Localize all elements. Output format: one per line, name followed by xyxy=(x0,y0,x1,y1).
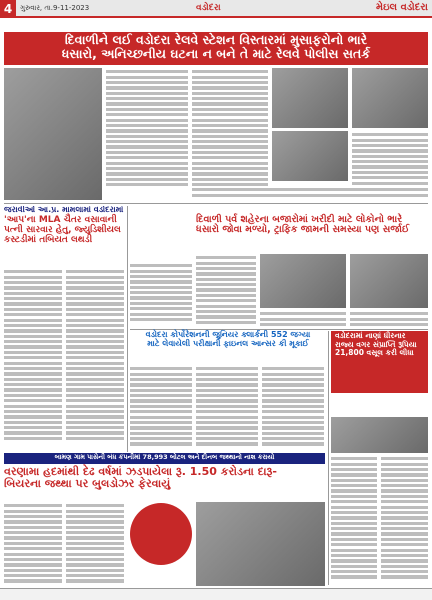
liquor-photo-bulldozer xyxy=(196,502,325,586)
mid-kicker xyxy=(130,206,192,215)
right-story-subhead xyxy=(331,395,428,415)
aap-body-col2 xyxy=(66,268,124,450)
diwali-headline-line1: દિવાળી પર્વ શહેરના બજારોમાં ખરીદી માટે લોકોનો ભારે xyxy=(196,214,403,225)
right-story-body-col2 xyxy=(381,455,428,585)
diwali-headline xyxy=(196,215,428,251)
liquor-headline-line2: બિયરના જથ્થા પર બુલડોઝર ફેરવાયું xyxy=(4,477,171,491)
lead-kicker xyxy=(4,21,428,31)
aap-body-col1 xyxy=(4,268,62,450)
right-story-body-col1 xyxy=(331,455,377,585)
lead-headline xyxy=(4,32,428,65)
vmc-body-col3 xyxy=(262,365,324,450)
lead-photo-platform xyxy=(272,131,348,181)
vmc-headline xyxy=(130,331,326,363)
liquor-strap: બામણ ગામ પાસેની બંધ કંપનીમાં 78,993 બોટલ અને દીનબ જથ્થાનો નાશ કરાયો xyxy=(4,453,325,464)
lead-photo-crowd xyxy=(4,68,102,200)
diwali-body-col3 xyxy=(350,310,428,326)
right-story-headline: વડોદરામાં નાણાં ધીરનાર રાજ્ય વગર સંપ્રાપ્તિ રૂપિયા 21,800 વસૂલ કરી લીધા xyxy=(331,331,428,393)
mid-headline xyxy=(130,216,192,260)
liquor-body-col2 xyxy=(66,502,124,586)
lead-photo-caption xyxy=(192,186,428,200)
lead-photo-police xyxy=(272,68,348,128)
page-number: 4 xyxy=(0,0,16,18)
city-section-label: વડોદરા xyxy=(196,3,221,13)
diwali-headline-line2: ધસારો જોવા મળ્યો, ટ્રાફિક જામની સમસ્યા પણ સર્જાઈ xyxy=(196,224,410,236)
liquor-badge xyxy=(130,503,192,565)
lead-body-col1 xyxy=(106,68,188,188)
divider xyxy=(127,206,128,452)
footer-imprint xyxy=(0,588,432,600)
vmc-headline-line2: માટે લેવાયેલી પરીક્ષાની ફાઇનલ આન્સર કી મૂકાઈ xyxy=(147,338,309,348)
diwali-body-caption xyxy=(260,310,346,326)
date-line: ગુરુવાર, તા.9-11-2023 xyxy=(20,4,90,12)
vmc-body-col2 xyxy=(196,365,258,450)
divider xyxy=(328,331,329,585)
diwali-photo-traffic xyxy=(350,254,428,308)
edition-name: મેઇલ વડોદરા xyxy=(376,2,428,13)
right-story-photo xyxy=(331,417,428,453)
liquor-body-col1 xyxy=(4,502,62,586)
lead-headline-line1: દિવાળીને લઈ વડોદરા રેલવે સ્ટેશન વિસ્તારમાં મુસાફરોનો ભારે xyxy=(64,32,368,47)
aap-kicker: જરાવીઓ આ.પ્ર. મામલામાં વડોદરામાં xyxy=(4,206,124,214)
lead-photo-station xyxy=(352,68,428,128)
divider xyxy=(4,203,428,204)
vmc-headline-line1: વડોદરા કોર્પોરેશનની જુનિયર ક્લાર્કની 552 જગ્યા xyxy=(145,330,311,339)
lead-body-col2 xyxy=(192,68,268,188)
diwali-body-col1 xyxy=(196,254,256,326)
mid-body xyxy=(130,262,192,326)
diwali-photo-market xyxy=(260,254,346,308)
liquor-headline-line1: વરણામા હદમાંથી દેઢ વર્ષમાં ઝડપાયેલા રૂ. 1.50 કરોડના દારૂ- xyxy=(4,465,277,478)
lead-body-col3 xyxy=(352,131,428,188)
vmc-body-col1 xyxy=(130,365,192,450)
aap-headline: 'આપ'ના MLA ચૈતર વસાવાની પત્ની સારવાર હેતુ, જ્યુડિશીયલ કસ્ટડીમાં તબિયત લથડી xyxy=(4,215,121,245)
lead-headline-line2: ધસારો, અનિચ્છનીય ઘટના ન બને તે માટે રેલવે પોલીસ સતર્ક xyxy=(61,46,371,62)
liquor-headline xyxy=(4,466,325,500)
